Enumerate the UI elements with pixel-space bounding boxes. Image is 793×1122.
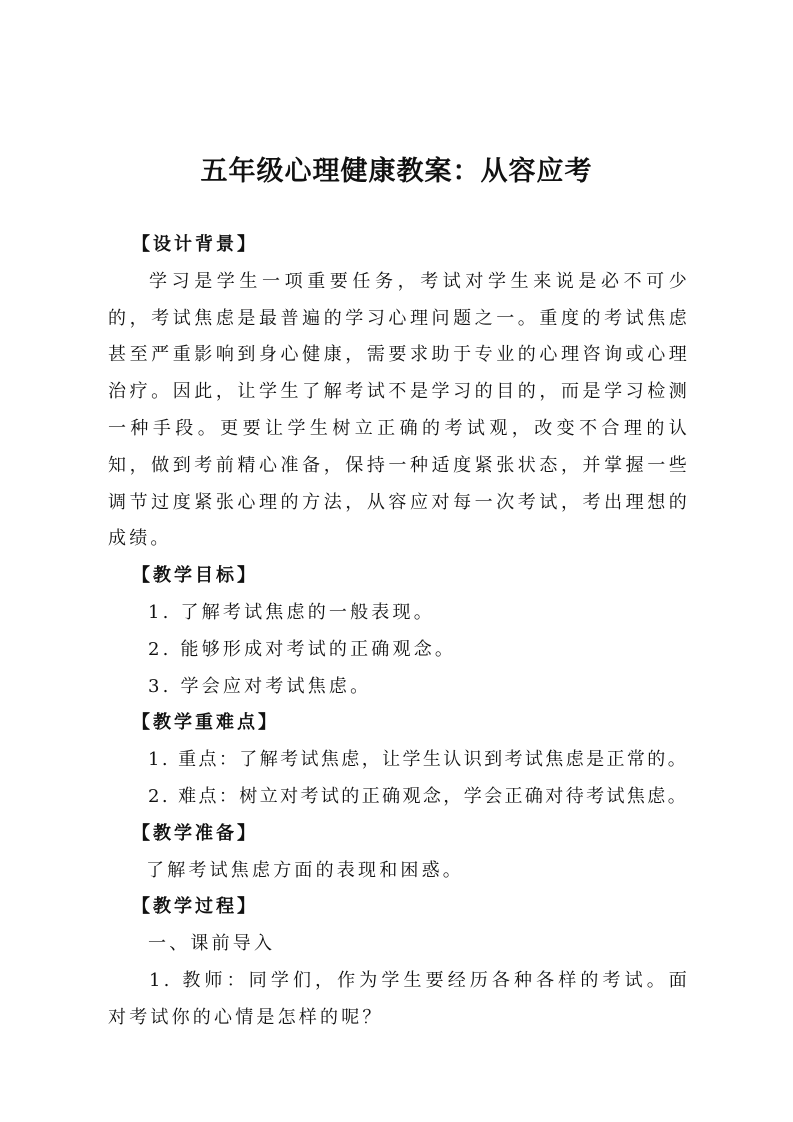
section-heading-background: 【设计背景】 — [132, 234, 258, 255]
preparation-text: 了解考试焦虑方面的表现和困惑。 — [146, 859, 464, 881]
section-heading-key-points: 【教学重难点】 — [132, 712, 279, 734]
background-paragraph: 学习是学生一项重要任务，考试对学生来说是必不可少的，考试焦虑是最普遍的学习心理问题之一。重度的考试焦虑甚至严重影响到身心健康，需要求助于专业的心理咨询或心理治疗。因此，让学生了解考试不是学习的目的，而是学习检测一种手段。更要让学生树立正确的考试观，改变不合理的认知，做到考前精心准备，保持一种适度紧张状态，并掌握一些调节过度紧张心理的方法，从容应对每一次考试，考出理想的成绩。 — [108, 270, 690, 550]
process-subheading: 一、课前导入 — [148, 933, 276, 955]
goal-item: 3. 学会应对考试焦虑。 — [148, 675, 372, 697]
key-point-item: 1. 重点：了解考试焦虑，让学生认识到考试焦虑是正常的。 — [148, 749, 689, 771]
document-body — [108, 227, 690, 1037]
goal-item: 1. 了解考试焦虑的一般表现。 — [148, 601, 435, 623]
goal-item: 2. 能够形成对考试的正确观念。 — [148, 638, 457, 660]
section-heading-goals: 【教学目标】 — [132, 565, 258, 587]
document-title: 五年级心理健康教案：从容应考 — [200, 156, 593, 187]
section-heading-process: 【教学过程】 — [132, 896, 258, 918]
key-point-item: 2. 难点：树立对考试的正确观念，学会正确对待考试焦虑。 — [148, 785, 689, 807]
section-heading-preparation: 【教学准备】 — [132, 822, 258, 844]
process-paragraph: 1. 教师：同学们，作为学生要经历各种各样的考试。面对考试你的心情是怎样的呢？ — [108, 969, 690, 1028]
